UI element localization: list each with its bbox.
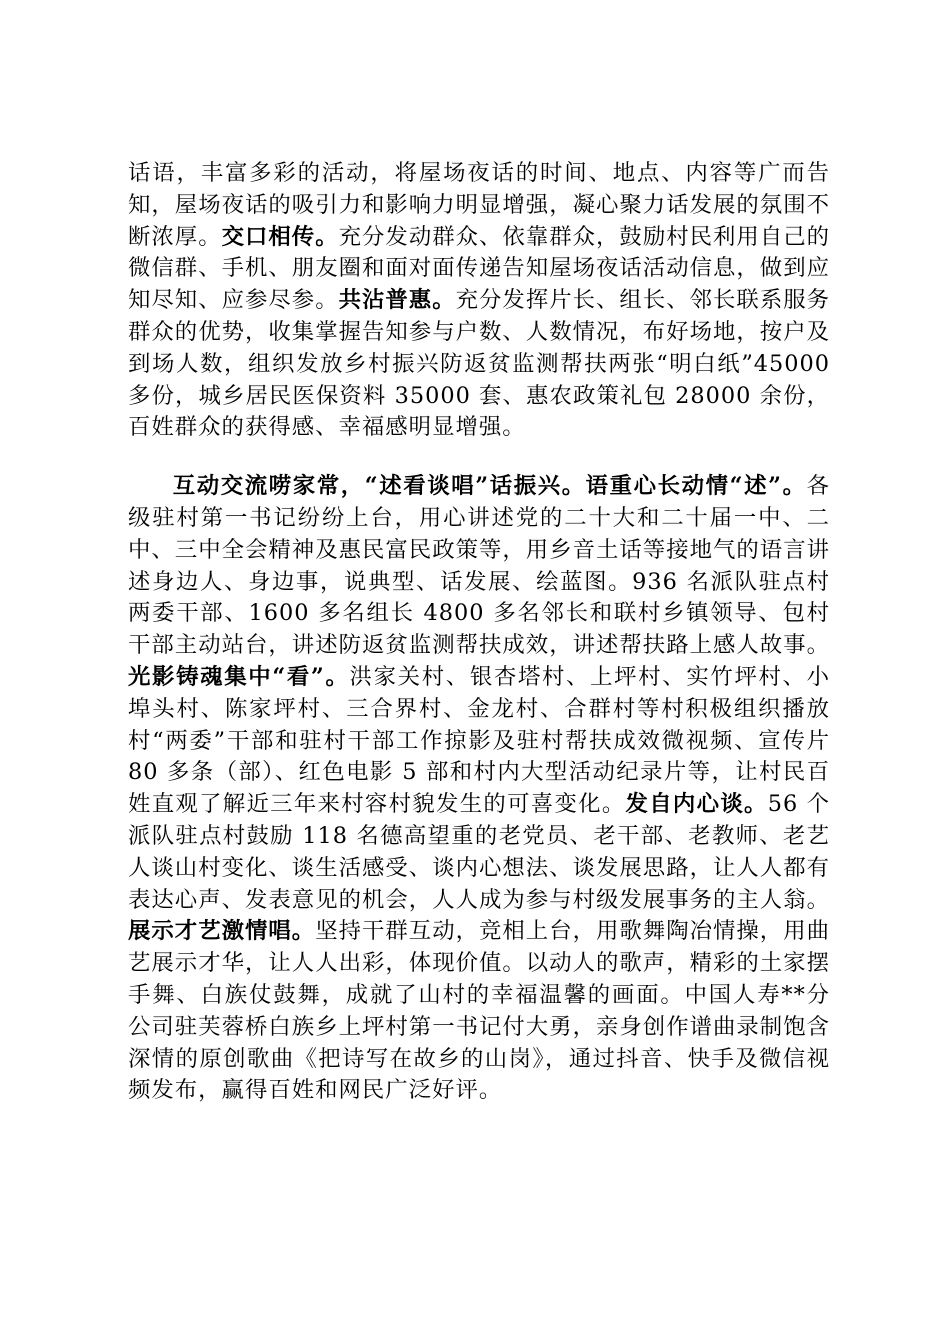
paragraph-1-heading-gongzhan: 共沾普惠。 bbox=[338, 287, 456, 314]
paragraph-2-text-1: 各级驻村第一书记纷纷上台，用心讲述党的二十大和二十届一中、二中、三中全会精神及惠民富民政策等，用乡音土话等接地气的语言讲述身边人、身边事，说典型、话发展、绘蓝图。936 名派队驻点村两委干部、1600 多名组长 4800 多名邻长和联村乡镇领导、包村干部主动站台，讲述防返贫监测帮扶成效，讲述帮扶路上感人故事。 bbox=[128, 473, 830, 659]
paragraph-1-text-2: 充分发动群众、依靠群众，鼓励村民利用自己的微信群、手机、朋友圈和面对面传递告知屋场夜话活动信息，做到应知尽知、应参尽参。 bbox=[128, 223, 831, 314]
document-page bbox=[128, 158, 830, 1107]
paragraph-2-text-3: 56 个派队驻点村鼓励 118 名德高望重的老党员、老干部、老教师、老艺人谈山村变化、谈生活感受、谈内心想法、谈发展思路，让人人都有表达心声、发表意见的机会，人人成为参与村级发展事务的主人翁。 bbox=[128, 791, 831, 913]
paragraph-2-heading-kan: 光影铸魂集中“看”。 bbox=[128, 663, 350, 690]
paragraph-1 bbox=[128, 158, 830, 444]
paragraph-2-heading-tan: 发自内心谈。 bbox=[625, 791, 768, 818]
paragraph-2-text-2: 洪家关村、银杏塔村、上坪村、实竹坪村、小埠头村、陈家坪村、三合界村、金龙村、合群村等村积极组织播放村“两委”干部和驻村干部工作掠影及驻村帮扶成效微视频、宣传片 80 多条（部）、红色电影 5 部和村内大型活动纪录片等，让村民百姓直观了解近三年来村容村貌发生的可喜变化。 bbox=[128, 663, 831, 818]
paragraph-2-text-4: 坚持干群互动，竞相上台，用歌舞陶冶情操，用曲艺展示才华，让人人出彩，体现价值。以动人的歌声，精彩的土家摆手舞、白族仗鼓舞，成就了山村的幸福温馨的画面。中国人寿**分公司驻芙蓉桥白族乡上坪村第一书记付大勇，亲身创作谱曲录制饱含深情的原创歌曲《把诗写在故乡的山岗》，通过抖音、快手及微信视频发布，赢得百姓和网民广泛好评。 bbox=[128, 918, 831, 1104]
paragraph-2 bbox=[128, 471, 830, 1107]
paragraph-1-text-1: 话语，丰富多彩的活动，将屋场夜话的时间、地点、内容等广而告知，屋场夜话的吸引力和影响力明显增强，凝心聚力话发展的氛围不断浓厚。 bbox=[128, 160, 830, 250]
paragraph-2-heading-shu: 互动交流唠家常，“述看谈唱”话振兴。语重心长动情“述”。 bbox=[172, 473, 807, 500]
paragraph-2-heading-chang: 展示才艺激情唱。 bbox=[128, 918, 316, 945]
paragraph-1-heading-jiaokou: 交口相传。 bbox=[221, 223, 339, 250]
paragraph-1-text-3: 充分发挥片长、组长、邻长联系服务群众的优势，收集掌握告知参与户数、人数情况，布好场地，按户及到场人数，组织发放乡村振兴防返贫监测帮扶两张“明白纸”45000 多份，城乡居民医保资料 35000 套、惠农政策礼包 28000 余份，百姓群众的获得感、幸福感明显增强。 bbox=[128, 287, 831, 441]
